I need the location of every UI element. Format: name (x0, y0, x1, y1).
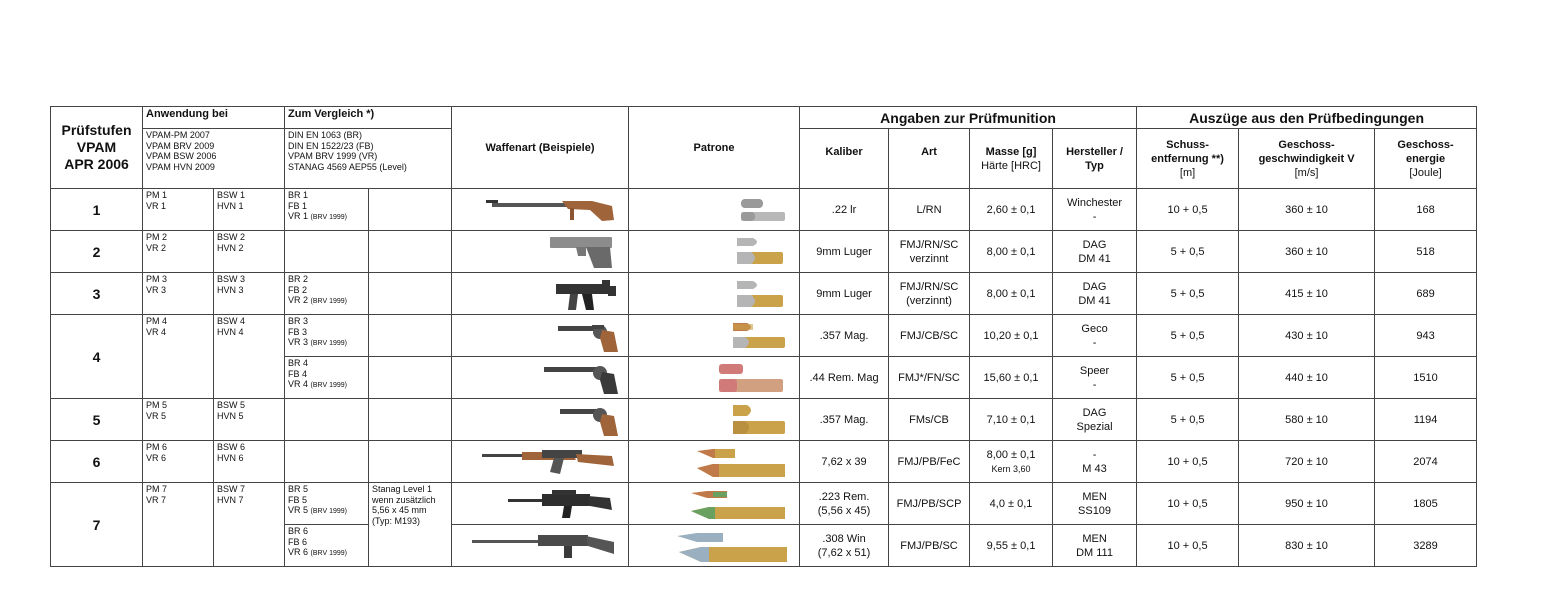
hersteller-cell: Speer - (1053, 357, 1137, 399)
masse-cell: 2,60 ± 0,1 (970, 189, 1053, 231)
kaliber-cell: .308 Win (7,62 x 51) (800, 525, 889, 567)
cartridge-cell (629, 525, 800, 567)
anwendung-cell: PM 3 VR 3 (143, 273, 214, 315)
submachine-gun-icon (452, 274, 629, 314)
air-rifle-icon (452, 190, 629, 230)
hersteller-cell: DAG DM 41 (1053, 273, 1137, 315)
revolver-icon (452, 316, 629, 356)
schuss-cell: 5 + 0,5 (1137, 399, 1239, 441)
anwendung-cell: BSW 5 HVN 5 (214, 399, 285, 441)
pistol-icon (452, 232, 629, 272)
schuss-cell: 5 + 0,5 (1137, 315, 1239, 357)
ballistic-protection-table (50, 106, 1477, 567)
stanag-note-cell: Stanag Level 1 wenn zusätzlich 5,56 x 45 mm (Typ: M193) (369, 483, 452, 567)
velocity-cell: 830 ± 10 (1239, 525, 1375, 567)
table-row (51, 483, 1477, 525)
vergleich-cell (285, 399, 369, 441)
art-cell: FMJ/PB/SC (889, 525, 970, 567)
anwendung-cell: BSW 4 HVN 4 (214, 315, 285, 357)
table-row (51, 189, 1477, 231)
schuss-cell: 5 + 0,5 (1137, 231, 1239, 273)
table-row (51, 315, 1477, 357)
masse-cell: 8,00 ± 0,1 (970, 273, 1053, 315)
cartridge-9mm-icon (629, 274, 800, 314)
kaliber-cell: .357 Mag. (800, 315, 889, 357)
header-masse: Masse [g] Härte [HRC] (970, 129, 1053, 189)
vergleich-cell (285, 441, 369, 483)
masse-cell: 9,55 ± 0,1 (970, 525, 1053, 567)
level-cell: 3 (51, 273, 143, 315)
cartridge-cell (629, 315, 800, 357)
header-anwendung-list: VPAM-PM 2007 VPAM BRV 2009 VPAM BSW 2006 VPAM HVN 2009 (143, 129, 285, 189)
header-vergleich-list: DIN EN 1063 (BR) DIN EN 1522/23 (FB) VPAM BRV 1999 (VR) STANAG 4569 AEP55 (Level) (285, 129, 452, 189)
note-cell (369, 399, 452, 441)
header-geschwindigkeit: Geschoss- geschwindigkeit V [m/s] (1239, 129, 1375, 189)
table-row (51, 357, 1477, 399)
anwendung-cell: BSW 1 HVN 1 (214, 189, 285, 231)
weapon-cell (452, 525, 629, 567)
kaliber-cell: .223 Rem. (5,56 x 45) (800, 483, 889, 525)
hersteller-cell: DAG Spezial (1053, 399, 1137, 441)
energy-cell: 3289 (1375, 525, 1477, 567)
anwendung-cell: BSW 2 HVN 2 (214, 231, 285, 273)
cartridge-9mm-icon (629, 232, 800, 272)
level-cell: 5 (51, 399, 143, 441)
level-cell: 6 (51, 441, 143, 483)
header-patrone: Patrone (629, 107, 800, 189)
anwendung-cell: PM 2 VR 2 (143, 231, 214, 273)
anwendung-cell: PM 6 VR 6 (143, 441, 214, 483)
level-cell: 1 (51, 189, 143, 231)
vergleich-cell: BR 6 FB 6 VR 6 (BRV 1999) (285, 525, 369, 567)
level-cell: 2 (51, 231, 143, 273)
header-pruefstufen: Prüfstufen VPAM APR 2006 (51, 107, 143, 189)
table-row (51, 441, 1477, 483)
schuss-cell: 10 + 0,5 (1137, 441, 1239, 483)
note-cell (369, 441, 452, 483)
cartridge-cell (629, 231, 800, 273)
kaliber-cell: .44 Rem. Mag (800, 357, 889, 399)
velocity-cell: 415 ± 10 (1239, 273, 1375, 315)
masse-cell: 4,0 ± 0,1 (970, 483, 1053, 525)
weapon-cell (452, 483, 629, 525)
art-cell: FMJ/PB/FeC (889, 441, 970, 483)
cartridge-556-icon (629, 484, 800, 524)
cartridge-cell (629, 441, 800, 483)
masse-cell: 8,00 ± 0,1 (970, 231, 1053, 273)
cartridge-cell (629, 483, 800, 525)
velocity-cell: 950 ± 10 (1239, 483, 1375, 525)
weapon-cell (452, 315, 629, 357)
vergleich-cell (285, 231, 369, 273)
header-hersteller: Hersteller / Typ (1053, 129, 1137, 189)
header-vergleich: Zum Vergleich *) (285, 107, 452, 129)
anwendung-cell: BSW 7 HVN 7 (214, 483, 285, 525)
anwendung-cell (214, 525, 285, 567)
schuss-cell: 5 + 0,5 (1137, 273, 1239, 315)
level-cell: 7 (51, 483, 143, 567)
note-cell (369, 231, 452, 273)
note-cell (369, 189, 452, 231)
schuss-cell: 10 + 0,5 (1137, 189, 1239, 231)
vergleich-cell: BR 3 FB 3 VR 3 (BRV 1999) (285, 315, 369, 357)
hersteller-cell: Geco - (1053, 315, 1137, 357)
table-row (51, 525, 1477, 567)
battle-rifle-icon (452, 526, 629, 566)
anwendung-cell: PM 1 VR 1 (143, 189, 214, 231)
weapon-cell (452, 273, 629, 315)
cartridge-44-icon (629, 358, 800, 398)
energy-cell: 689 (1375, 273, 1477, 315)
cartridge-762x51-icon (629, 526, 800, 566)
level-cell: 4 (51, 315, 143, 399)
kaliber-cell: 7,62 x 39 (800, 441, 889, 483)
cartridge-cell (629, 189, 800, 231)
velocity-cell: 440 ± 10 (1239, 357, 1375, 399)
header-kaliber: Kaliber (800, 129, 889, 189)
header-waffenart: Waffenart (Beispiele) (452, 107, 629, 189)
hersteller-cell: MEN DM 111 (1053, 525, 1137, 567)
energy-cell: 168 (1375, 189, 1477, 231)
hersteller-cell: Winchester - (1053, 189, 1137, 231)
art-cell: FMJ/RN/SC (verzinnt) (889, 273, 970, 315)
cartridge-cell (629, 357, 800, 399)
header-anwendung: Anwendung bei (143, 107, 285, 129)
revolver-icon (452, 358, 629, 398)
energy-cell: 943 (1375, 315, 1477, 357)
weapon-cell (452, 399, 629, 441)
velocity-cell: 580 ± 10 (1239, 399, 1375, 441)
anwendung-cell: PM 7 VR 7 (143, 483, 214, 525)
energy-cell: 1805 (1375, 483, 1477, 525)
schuss-cell: 10 + 0,5 (1137, 525, 1239, 567)
weapon-cell (452, 189, 629, 231)
table-row (51, 273, 1477, 315)
art-cell: FMJ/RN/SC verzinnt (889, 231, 970, 273)
weapon-cell (452, 357, 629, 399)
kaliber-cell: 9mm Luger (800, 273, 889, 315)
note-cell (369, 315, 452, 357)
header-energie: Geschoss- energie [Joule] (1375, 129, 1477, 189)
hersteller-cell: DAG DM 41 (1053, 231, 1137, 273)
velocity-cell: 720 ± 10 (1239, 441, 1375, 483)
cartridge-22-icon (629, 190, 800, 230)
cartridge-cell (629, 399, 800, 441)
vergleich-cell: BR 4 FB 4 VR 4 (BRV 1999) (285, 357, 369, 399)
energy-cell: 1510 (1375, 357, 1477, 399)
vergleich-cell: BR 5 FB 5 VR 5 (BRV 1999) (285, 483, 369, 525)
note-cell (369, 357, 452, 399)
kaliber-cell: .357 Mag. (800, 399, 889, 441)
art-cell: FMJ/CB/SC (889, 315, 970, 357)
cartridge-cell (629, 273, 800, 315)
hersteller-cell: - M 43 (1053, 441, 1137, 483)
header-angaben: Angaben zur Prüfmunition (800, 107, 1137, 129)
anwendung-cell: PM 5 VR 5 (143, 399, 214, 441)
note-cell (369, 273, 452, 315)
anwendung-cell (214, 357, 285, 399)
header-auszuege: Auszüge aus den Prüfbedingungen (1137, 107, 1477, 129)
header-schuss: Schuss- entfernung **) [m] (1137, 129, 1239, 189)
header-art: Art (889, 129, 970, 189)
anwendung-cell: PM 4 VR 4 (143, 315, 214, 357)
kaliber-cell: 9mm Luger (800, 231, 889, 273)
schuss-cell: 5 + 0,5 (1137, 357, 1239, 399)
art-cell: FMJ*/FN/SC (889, 357, 970, 399)
kaliber-cell: .22 lr (800, 189, 889, 231)
energy-cell: 2074 (1375, 441, 1477, 483)
art-cell: FMs/CB (889, 399, 970, 441)
cartridge-357-icon (629, 316, 800, 356)
velocity-cell: 360 ± 10 (1239, 231, 1375, 273)
schuss-cell: 10 + 0,5 (1137, 483, 1239, 525)
anwendung-cell: BSW 6 HVN 6 (214, 441, 285, 483)
vergleich-cell: BR 2 FB 2 VR 2 (BRV 1999) (285, 273, 369, 315)
energy-cell: 518 (1375, 231, 1477, 273)
table-row (51, 231, 1477, 273)
velocity-cell: 430 ± 10 (1239, 315, 1375, 357)
table-row (51, 399, 1477, 441)
masse-cell: 15,60 ± 0,1 (970, 357, 1053, 399)
masse-cell: 7,10 ± 0,1 (970, 399, 1053, 441)
energy-cell: 1194 (1375, 399, 1477, 441)
art-cell: L/RN (889, 189, 970, 231)
weapon-cell (452, 231, 629, 273)
anwendung-cell: BSW 3 HVN 3 (214, 273, 285, 315)
masse-cell: 10,20 ± 0,1 (970, 315, 1053, 357)
assault-rifle-icon (452, 442, 629, 482)
assault-rifle-icon (452, 484, 629, 524)
weapon-cell (452, 441, 629, 483)
velocity-cell: 360 ± 10 (1239, 189, 1375, 231)
anwendung-cell (143, 525, 214, 567)
cartridge-357-icon (629, 400, 800, 440)
masse-cell: 8,00 ± 0,1 Kern 3,60 (970, 441, 1053, 483)
revolver-icon (452, 400, 629, 440)
hersteller-cell: MEN SS109 (1053, 483, 1137, 525)
anwendung-cell (143, 357, 214, 399)
cartridge-762x39-icon (629, 442, 800, 482)
art-cell: FMJ/PB/SCP (889, 483, 970, 525)
vergleich-cell: BR 1 FB 1 VR 1 (BRV 1999) (285, 189, 369, 231)
